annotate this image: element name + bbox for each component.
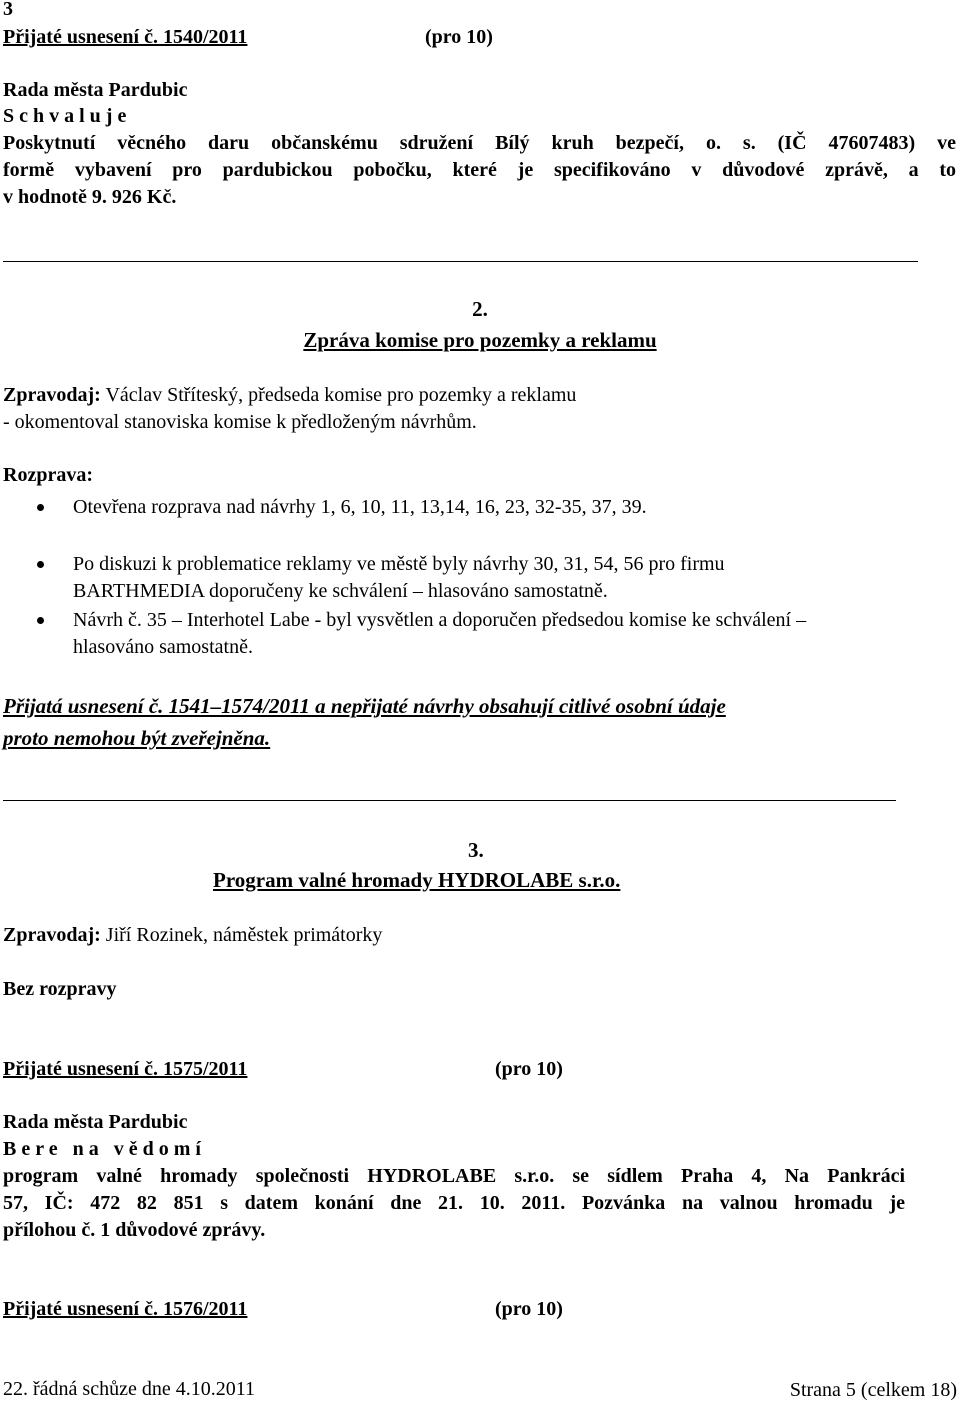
resolution-1576-label: Přijaté usnesení č. 1576/2011: [3, 1298, 248, 1320]
bullet-icon: [37, 504, 44, 511]
bullet-icon: [37, 561, 44, 568]
resolution-1575-label: Přijaté usnesení č. 1575/2011: [3, 1058, 248, 1080]
debate-bullet: Otevřena rozprava nad návrhy 1, 6, 10, 11, 13,14, 16, 23, 32-35, 37, 39.: [73, 496, 647, 518]
resolution-1575-votes: (pro 10): [495, 1058, 563, 1080]
resolution-body-line: 57, IČ: 472 82 851 s datem konání dne 21. 10. 2011. Pozvánka na valnou hromadu je: [3, 1192, 905, 1214]
accepted-notice: Přijatá usnesení č. 1541–1574/2011 a nepřijaté návrhy obsahují citlivé osobní údaje: [3, 694, 726, 718]
section-number: 2.: [472, 297, 488, 321]
council-name: Rada města Pardubic: [3, 1111, 188, 1133]
resolution-1540-votes: (pro 10): [425, 26, 493, 48]
section-title: Zpráva komise pro pozemky a reklamu: [303, 328, 657, 352]
council-name: Rada města Pardubic: [3, 79, 188, 101]
debate-label: Rozprava:: [3, 464, 93, 486]
resolution-body-line: v hodnotě 9. 926 Kč.: [3, 186, 177, 208]
resolution-1576-votes: (pro 10): [495, 1298, 563, 1320]
separator-line: [3, 261, 918, 262]
bullet-icon: [37, 617, 44, 624]
reporter-name: Václav Stříteský, předseda komise pro pozemky a reklamu: [105, 384, 577, 406]
reporter-line: [3, 922, 382, 949]
debate-bullet-continuation: BARTHMEDIA doporučeny ke schválení – hlasováno samostatně.: [73, 580, 608, 602]
resolution-verb: S c h v a l u j e: [3, 105, 127, 127]
no-debate: Bez rozpravy: [3, 978, 117, 1000]
section-title: Program valné hromady HYDROLABE s.r.o.: [213, 868, 621, 892]
accepted-notice: proto nemohou být zveřejněna.: [3, 726, 271, 750]
resolution-body-line: přílohou č. 1 důvodové zprávy.: [3, 1219, 266, 1241]
section-number: 3.: [468, 838, 484, 862]
separator-line: [3, 800, 896, 801]
reporter-label: Zpravodaj:: [3, 924, 101, 946]
resolution-verb: B e r e n a v ě d o m í: [3, 1138, 201, 1160]
reporter-note: - okomentoval stanoviska komise k předloženým návrhům.: [3, 411, 477, 433]
footer-page-count: Strana 5 (celkem 18): [789, 1379, 957, 1401]
resolution-body-line: Poskytnutí věcného daru občanskému sdružení Bílý kruh bezpečí, o. s. (IČ 47607483) ve: [3, 132, 956, 154]
debate-bullet: Návrh č. 35 – Interhotel Labe - byl vysvětlen a doporučen předsedou komise ke schválení –: [73, 609, 807, 631]
debate-bullet-continuation: hlasováno samostatně.: [73, 636, 253, 658]
resolution-1540-label: Přijaté usnesení č. 1540/2011: [3, 26, 248, 48]
reporter-label: Zpravodaj:: [3, 384, 101, 406]
resolution-body-line: formě vybavení pro pardubickou pobočku, které je specifikováno v důvodové zprávě, a to: [3, 159, 956, 181]
page-number: 3: [3, 0, 13, 20]
footer-meeting: 22. řádná schůze dne 4.10.2011: [3, 1378, 255, 1400]
reporter-name: Jiří Rozinek, náměstek primátorky: [105, 924, 383, 946]
reporter-line: [3, 382, 576, 409]
resolution-body-line: program valné hromady společnosti HYDROLABE s.r.o. se sídlem Praha 4, Na Pankráci: [3, 1165, 905, 1187]
debate-bullet: Po diskuzi k problematice reklamy ve městě byly návrhy 30, 31, 54, 56 pro firmu: [73, 553, 725, 575]
